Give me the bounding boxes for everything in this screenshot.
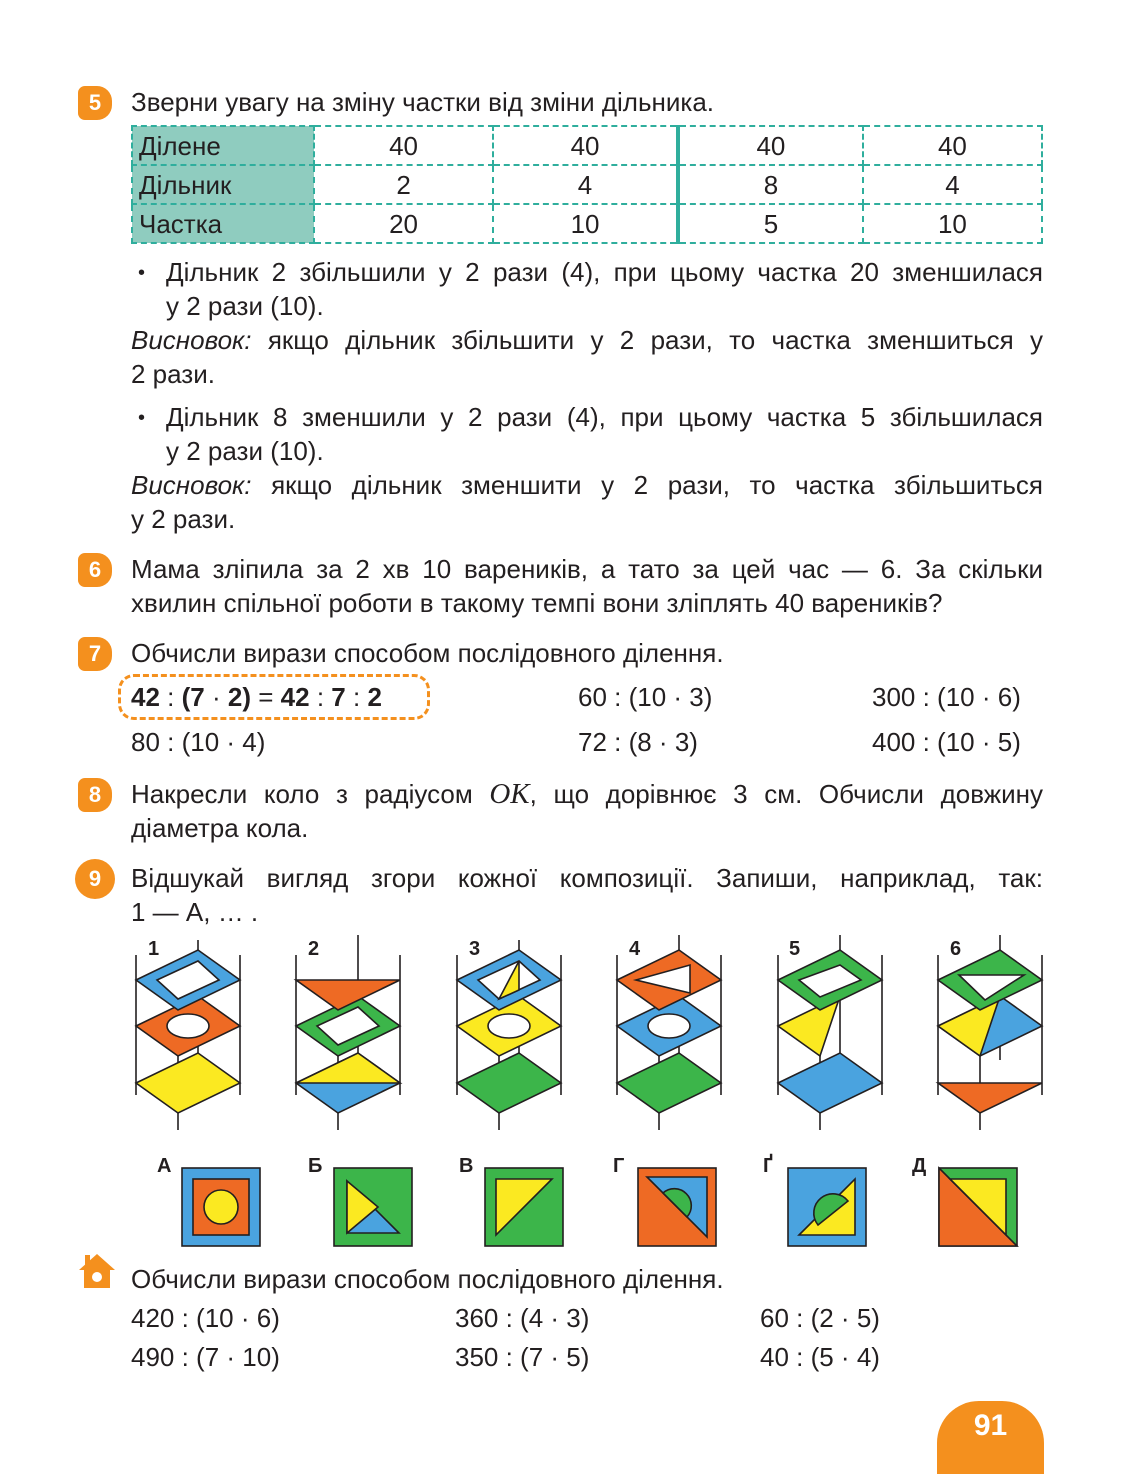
example-num: 42	[280, 682, 310, 712]
figure-number: 1	[148, 938, 160, 960]
conclusion-label: Висновок:	[131, 470, 252, 500]
table-cell: 8	[678, 165, 863, 204]
answer-label: В	[459, 1155, 474, 1177]
answer-label: Д	[912, 1155, 927, 1177]
example-op: =	[258, 682, 274, 712]
expression: 300 : (10 · 6)	[872, 682, 1021, 712]
table-cell: 4	[863, 165, 1042, 204]
example-op: :	[167, 682, 175, 712]
example-op: ·	[211, 682, 221, 712]
figure-number: 2	[308, 938, 320, 960]
task-5-text: Зверни увагу на зміну частки від зміни дільника.	[131, 87, 715, 117]
task-5-badge: 5	[78, 86, 112, 120]
top-view-v	[485, 1168, 563, 1246]
homework-expression: 350 : (7 · 5)	[455, 1342, 590, 1372]
homework-expression: 60 : (2 · 5)	[760, 1303, 880, 1333]
bullet-1-line-2: у 2 рази (10).	[166, 291, 324, 321]
table-cell: 40	[493, 126, 678, 165]
radius-label: OK	[489, 778, 530, 810]
page-number: 91	[937, 1401, 1044, 1474]
task-8-line-2: діаметра кола.	[131, 813, 309, 843]
row-label: Ділене	[132, 126, 314, 165]
bullet-1-line-1: Дільник 2 збільшили у 2 рази (4), при цьому частка 20 зменшилася	[166, 257, 1043, 287]
expression: 60 : (10 · 3)	[578, 682, 713, 712]
table-cell: 5	[678, 204, 863, 243]
bullet-2-line-2: у 2 рази (10).	[166, 436, 324, 466]
figure-number: 5	[789, 938, 801, 960]
task-9-line-1: Відшукай вигляд згори кожної композиції. Запиши, наприклад, так:	[131, 863, 1043, 893]
top-view-a	[182, 1168, 260, 1246]
answer-label: Г	[613, 1155, 625, 1177]
answer-label: А	[157, 1155, 172, 1177]
table-cell: 10	[863, 204, 1042, 243]
task-6-line-2: хвилин спільної роботи в такому темпі вони зліплять 40 вареників?	[131, 588, 943, 618]
table-cell: 4	[493, 165, 678, 204]
expression: 400 : (10 · 5)	[872, 727, 1021, 757]
example-num: 42	[131, 682, 160, 712]
table-cell: 40	[314, 126, 493, 165]
expression: 72 : (8 · 3)	[578, 727, 698, 757]
example-num: 2	[367, 682, 382, 712]
task-9-badge: 9	[78, 862, 112, 896]
conclusion-label: Висновок:	[131, 325, 252, 355]
top-view-g	[638, 1168, 716, 1246]
conclusion-2-line-2: у 2 рази.	[131, 504, 236, 534]
task-7-badge: 7	[78, 637, 112, 671]
table-cell: 10	[493, 204, 678, 243]
row-label: Дільник	[132, 165, 314, 204]
task-6-line-1: Мама зліпила за 2 хв 10 вареників, а тато за цей час — 6. За скільки	[131, 554, 1043, 584]
top-view-d	[939, 1168, 1017, 1246]
conclusion-text: якщо дільник збільшити у 2 рази, то частка зменшиться у	[251, 325, 1043, 355]
figure-number: 3	[469, 938, 481, 960]
task-8-text: Накресли коло з радіусом	[131, 779, 490, 809]
conclusion-text: якщо дільник зменшити у 2 рази, то частка збільшиться	[251, 470, 1043, 500]
table-cell: 20	[314, 204, 493, 243]
row-label: Частка	[132, 204, 314, 243]
homework-expression: 490 : (7 · 10)	[131, 1342, 280, 1372]
figure-number: 6	[950, 938, 962, 960]
example-num: 7	[331, 682, 346, 712]
table-cell: 2	[314, 165, 493, 204]
answer-label: Б	[308, 1155, 323, 1177]
bullet-1: •	[138, 262, 146, 284]
homework-expression: 360 : (4 · 3)	[455, 1303, 590, 1333]
task-9-line-2: 1 — А, … .	[131, 897, 259, 927]
figure-number: 4	[629, 938, 641, 960]
home-icon	[77, 1252, 117, 1292]
homework-text: Обчисли вирази способом послідовного ділення.	[131, 1264, 724, 1294]
task-8-text: , що дорівнює 3 см. Обчисли довжину	[529, 779, 1043, 809]
example-op: :	[353, 682, 361, 712]
top-view-b	[334, 1168, 412, 1246]
table-cell: 40	[863, 126, 1042, 165]
task-7-text: Обчисли вирази способом послідовного ділення.	[131, 638, 724, 668]
answer-label: Ґ	[763, 1155, 773, 1177]
example-num: 2)	[227, 682, 252, 712]
homework-expression: 40 : (5 · 4)	[760, 1342, 880, 1372]
conclusion-1-line-2: 2 рази.	[131, 359, 215, 389]
bullet-2: •	[138, 407, 146, 429]
example-num: (7	[181, 682, 205, 712]
expression: 80 : (10 · 4)	[131, 727, 266, 757]
homework-expression: 420 : (10 · 6)	[131, 1303, 280, 1333]
bullet-2-line-1: Дільник 8 зменшили у 2 рази (4), при цьому частка 5 збільшилася	[166, 402, 1043, 432]
table-cell: 40	[678, 126, 863, 165]
example-op: :	[316, 682, 325, 712]
task-6-badge: 6	[78, 553, 112, 587]
top-view-g-prime	[788, 1168, 866, 1246]
task-8-badge: 8	[78, 778, 112, 812]
